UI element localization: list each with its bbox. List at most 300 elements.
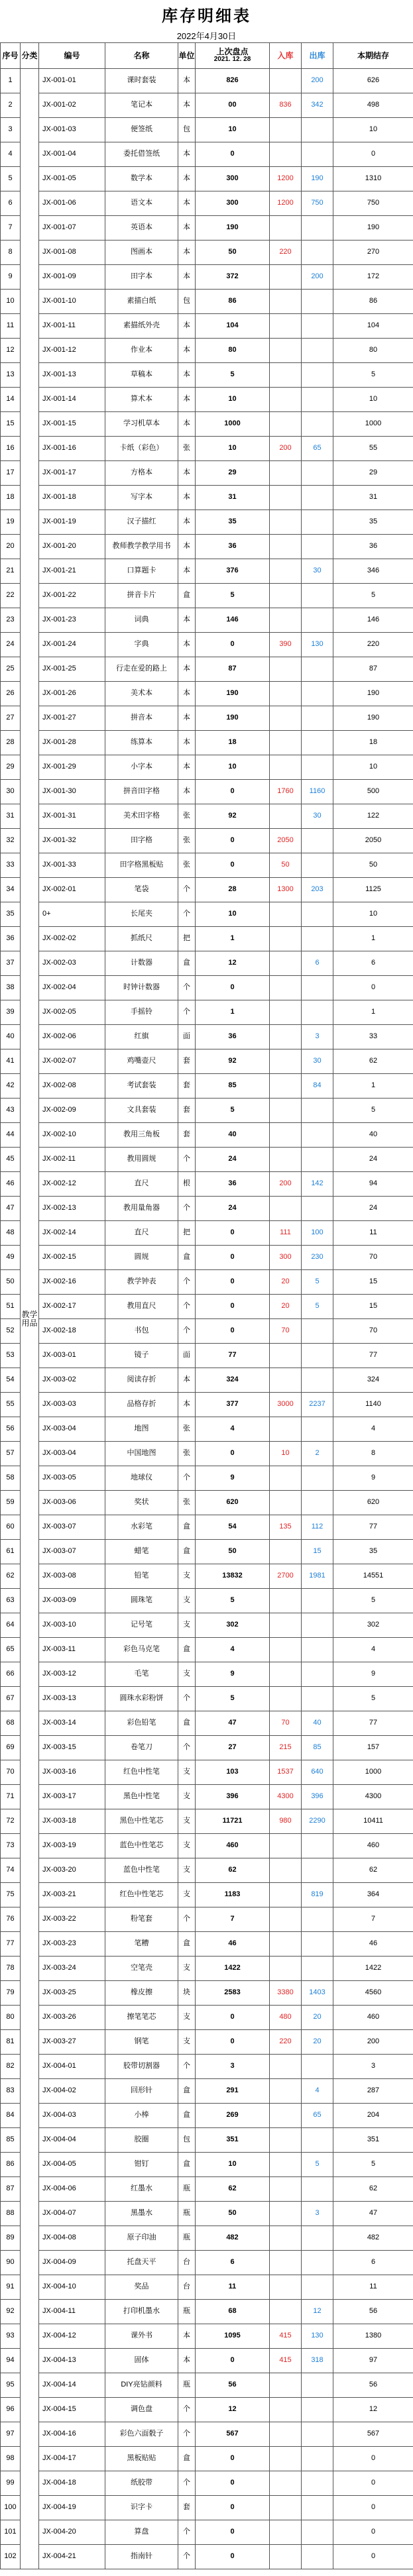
header-last-count-label: 上次盘点 [216,47,249,57]
unit-cell: 盒 [178,1932,196,1957]
out-cell [302,1466,333,1491]
current-cell: 172 [333,265,413,290]
table-row [1,976,413,1000]
name-cell: 黑板贴贴 [105,2447,178,2471]
in-cell [270,902,302,927]
code-cell: JX-002-05 [39,1000,105,1025]
last-count-cell: 18 [196,731,270,755]
code-cell: JX-004-05 [39,2153,105,2177]
name-cell: 书包 [105,1319,178,1344]
code-cell: JX-002-13 [39,1197,105,1221]
in-cell: 3000 [270,1393,302,1417]
current-cell: 12 [333,2398,413,2422]
unit-cell: 本 [178,1368,196,1393]
out-cell [302,2398,333,2422]
last-count-cell: 1 [196,927,270,951]
unit-cell: 盒 [178,2104,196,2128]
last-count-cell: 35 [196,510,270,535]
last-count-cell: 92 [196,804,270,829]
unit-cell: 本 [178,167,196,191]
table-row [1,1515,413,1540]
out-cell [302,142,333,167]
in-cell [270,2153,302,2177]
out-cell: 640 [302,1760,333,1785]
name-cell: 圆珠水彩粉饼 [105,1687,178,1711]
seq-cell: 10 [1,290,21,314]
unit-cell: 支 [178,2006,196,2030]
current-cell: 87 [333,657,413,682]
seq-cell: 54 [1,1368,21,1393]
seq-cell: 36 [1,927,21,951]
code-cell: JX-002-15 [39,1246,105,1270]
table-row [1,584,413,608]
out-cell [302,1368,333,1393]
seq-cell: 29 [1,755,21,780]
name-cell: 素描白纸 [105,290,178,314]
seq-cell: 73 [1,1834,21,1858]
out-cell [302,1148,333,1172]
out-cell [302,682,333,706]
out-cell [302,657,333,682]
table-row [1,1319,413,1344]
current-cell: 5 [333,1589,413,1613]
current-cell: 31 [333,486,413,510]
current-cell: 3 [333,2055,413,2079]
name-cell: 写字本 [105,486,178,510]
table-row [1,1932,413,1957]
seq-cell: 3 [1,118,21,142]
seq-cell: 45 [1,1148,21,1172]
name-cell: 便签纸 [105,118,178,142]
table-row [1,2447,413,2471]
table-row [1,241,413,265]
out-cell: 4 [302,2079,333,2104]
current-cell: 18 [333,731,413,755]
name-cell: 地图 [105,1417,178,1442]
table-row [1,1270,413,1295]
seq-cell: 76 [1,1907,21,1932]
name-cell: 小棒 [105,2104,178,2128]
seq-cell: 84 [1,2104,21,2128]
last-count-cell: 27 [196,1736,270,1760]
out-cell: 3 [302,1025,333,1049]
table-row [1,682,413,706]
table-row [1,2177,413,2202]
table-row [1,2226,413,2251]
out-cell: 2237 [302,1393,333,1417]
code-cell: JX-003-19 [39,1834,105,1858]
unit-cell: 个 [178,1687,196,1711]
code-cell: JX-001-18 [39,486,105,510]
seq-cell: 91 [1,2275,21,2300]
out-cell [302,1957,333,1981]
in-cell [270,2079,302,2104]
seq-cell: 102 [1,2545,21,2569]
in-cell [270,2447,302,2471]
last-count-cell: 92 [196,1049,270,1074]
unit-cell: 本 [178,1393,196,1417]
current-cell: 460 [333,2006,413,2030]
code-cell: JX-004-11 [39,2300,105,2324]
current-cell: 1 [333,1074,413,1099]
seq-cell: 88 [1,2202,21,2226]
table-row [1,1687,413,1711]
current-cell: 1 [333,1000,413,1025]
last-count-cell: 6 [196,2251,270,2275]
current-cell: 1125 [333,878,413,902]
current-cell: 70 [333,1246,413,1270]
last-count-cell: 3 [196,2055,270,2079]
table-row [1,1809,413,1834]
table-row [1,1957,413,1981]
name-cell: 图画本 [105,241,178,265]
in-cell [270,69,302,93]
name-cell: 素描纸外壳 [105,314,178,339]
out-cell: 100 [302,1221,333,1246]
last-count-cell: 86 [196,290,270,314]
out-cell: 200 [302,265,333,290]
unit-cell: 本 [178,339,196,363]
name-cell: 黑墨水 [105,2202,178,2226]
code-cell: JX-001-22 [39,584,105,608]
seq-cell: 49 [1,1246,21,1270]
table-row [1,93,413,118]
current-cell: 5 [333,2153,413,2177]
unit-cell: 张 [178,1491,196,1515]
seq-cell: 33 [1,853,21,878]
out-cell [302,2447,333,2471]
current-cell: 56 [333,2373,413,2398]
unit-cell: 把 [178,1221,196,1246]
name-cell: 固体 [105,2349,178,2373]
out-cell [302,1417,333,1442]
table-row [1,1883,413,1907]
name-cell: 方格本 [105,461,178,486]
code-cell: JX-001-31 [39,804,105,829]
table-row [1,1613,413,1638]
last-count-cell: 190 [196,706,270,731]
last-count-cell: 0 [196,1295,270,1319]
table-row [1,314,413,339]
seq-cell: 64 [1,1613,21,1638]
last-count-cell: 324 [196,1368,270,1393]
code-cell: JX-003-21 [39,1883,105,1907]
name-cell: 词典 [105,608,178,633]
code-cell: JX-001-16 [39,437,105,461]
unit-cell: 本 [178,731,196,755]
current-cell: 351 [333,2128,413,2153]
out-cell [302,1319,333,1344]
code-cell: JX-001-08 [39,241,105,265]
current-cell: 10 [333,902,413,927]
in-cell [270,1049,302,1074]
code-cell: JX-003-12 [39,1662,105,1687]
seq-cell: 83 [1,2079,21,2104]
table-row [1,1834,413,1858]
code-cell: JX-003-09 [39,1589,105,1613]
seq-cell: 9 [1,265,21,290]
last-count-cell: 40 [196,1123,270,1148]
unit-cell: 本 [178,142,196,167]
seq-cell: 60 [1,1515,21,1540]
unit-cell: 个 [178,1000,196,1025]
last-count-cell: 5 [196,1589,270,1613]
in-cell [270,682,302,706]
last-count-cell: 10 [196,437,270,461]
last-count-cell: 0 [196,829,270,853]
last-count-cell: 1095 [196,2324,270,2349]
current-cell: 200 [333,2030,413,2055]
current-cell: 24 [333,1148,413,1172]
out-cell: 30 [302,1049,333,1074]
in-cell [270,755,302,780]
in-cell [270,1368,302,1393]
name-cell: 卡纸（彩色） [105,437,178,461]
in-cell [270,2226,302,2251]
in-cell [270,2300,302,2324]
last-count-cell: 0 [196,2006,270,2030]
seq-cell: 94 [1,2349,21,2373]
last-count-cell: 46 [196,1932,270,1957]
current-cell: 104 [333,314,413,339]
current-cell: 1140 [333,1393,413,1417]
current-cell: 4 [333,1638,413,1662]
code-cell: JX-002-07 [39,1049,105,1074]
name-cell: 红旗 [105,1025,178,1049]
seq-cell: 89 [1,2226,21,2251]
current-cell: 364 [333,1883,413,1907]
unit-cell: 本 [178,191,196,216]
table-row [1,2422,413,2447]
in-cell [270,1907,302,1932]
current-cell: 40 [333,1123,413,1148]
seq-cell: 57 [1,1442,21,1466]
name-cell: 彩色铅笔 [105,1711,178,1736]
seq-cell: 23 [1,608,21,633]
code-cell: JX-001-20 [39,535,105,559]
unit-cell: 盒 [178,1540,196,1564]
unit-cell: 支 [178,1564,196,1589]
current-cell: 324 [333,1368,413,1393]
seq-cell: 42 [1,1074,21,1099]
table-header-row [1,43,413,69]
category-cell: 教学用品 [21,69,39,2569]
last-count-cell: 0 [196,976,270,1000]
code-cell: JX-003-26 [39,2006,105,2030]
out-cell [302,976,333,1000]
in-cell: 20 [270,1295,302,1319]
unit-cell: 个 [178,1270,196,1295]
header-unit: 单位 [178,43,196,69]
last-count-cell: 11 [196,2275,270,2300]
code-cell: JX-004-20 [39,2520,105,2545]
unit-cell: 个 [178,976,196,1000]
out-cell: 12 [302,2300,333,2324]
out-cell [302,486,333,510]
last-count-cell: 396 [196,1785,270,1809]
table-row [1,1295,413,1319]
table-row [1,1172,413,1197]
code-cell: JX-004-21 [39,2545,105,2569]
table-row [1,1344,413,1368]
name-cell: 打印机墨水 [105,2300,178,2324]
last-count-cell: 0 [196,2471,270,2496]
current-cell: 287 [333,2079,413,2104]
in-cell: 200 [270,437,302,461]
name-cell: 教用三角板 [105,1123,178,1148]
last-count-cell: 10 [196,2153,270,2177]
seq-cell: 30 [1,780,21,804]
seq-cell: 61 [1,1540,21,1564]
out-cell [302,1000,333,1025]
name-cell: 教用直尺 [105,1295,178,1319]
last-count-cell: 54 [196,1515,270,1540]
table-row [1,1197,413,1221]
unit-cell: 个 [178,878,196,902]
seq-cell: 37 [1,951,21,976]
table-row [1,1491,413,1515]
seq-cell: 72 [1,1809,21,1834]
header-last-count [196,43,270,69]
current-cell: 55 [333,437,413,461]
seq-cell: 19 [1,510,21,535]
out-cell [302,363,333,388]
unit-cell: 本 [178,755,196,780]
last-count-cell: 28 [196,878,270,902]
seq-cell: 6 [1,191,21,216]
last-count-cell: 0 [196,1221,270,1246]
unit-cell: 本 [178,2349,196,2373]
header-category: 分类 [21,43,39,69]
code-cell: JX-003-18 [39,1809,105,1834]
in-cell [270,1589,302,1613]
code-cell: JX-001-09 [39,265,105,290]
out-cell [302,2275,333,2300]
unit-cell: 本 [178,388,196,412]
seq-cell: 82 [1,2055,21,2079]
code-cell: JX-002-06 [39,1025,105,1049]
code-cell: JX-004-02 [39,2079,105,2104]
out-cell: 112 [302,1515,333,1540]
unit-cell: 台 [178,2275,196,2300]
table-row [1,216,413,241]
unit-cell: 张 [178,1442,196,1466]
code-cell: JX-002-04 [39,976,105,1000]
code-cell: JX-003-27 [39,2030,105,2055]
current-cell: 33 [333,1025,413,1049]
out-cell: 2290 [302,1809,333,1834]
table-row [1,2275,413,2300]
table-row [1,1466,413,1491]
current-cell: 750 [333,191,413,216]
in-cell [270,1932,302,1957]
current-cell: 146 [333,608,413,633]
code-cell: JX-003-24 [39,1957,105,1981]
last-count-cell: 567 [196,2422,270,2447]
seq-cell: 95 [1,2373,21,2398]
unit-cell: 根 [178,1172,196,1197]
unit-cell: 支 [178,1957,196,1981]
current-cell: 77 [333,1344,413,1368]
in-cell [270,1025,302,1049]
unit-cell: 本 [178,682,196,706]
table-row [1,706,413,731]
code-cell: JX-003-25 [39,1981,105,2006]
name-cell: 彩色马克笔 [105,1638,178,1662]
name-cell: 字典 [105,633,178,657]
name-cell: 拼音田字格 [105,780,178,804]
last-count-cell: 0 [196,142,270,167]
table-row [1,1785,413,1809]
last-count-cell: 0 [196,2030,270,2055]
out-cell [302,608,333,633]
name-cell: DIY亮钻颜料 [105,2373,178,2398]
unit-cell: 瓶 [178,2202,196,2226]
out-cell: 65 [302,437,333,461]
name-cell: 课时套装 [105,69,178,93]
out-cell: 230 [302,1246,333,1270]
last-count-cell: 77 [196,1344,270,1368]
in-cell [270,1466,302,1491]
in-cell: 480 [270,2006,302,2030]
unit-cell: 盒 [178,1246,196,1270]
name-cell: 彩色六面骰子 [105,2422,178,2447]
table-row [1,2104,413,2128]
table-row [1,1221,413,1246]
out-cell [302,1491,333,1515]
name-cell: 红墨水 [105,2177,178,2202]
unit-cell: 本 [178,559,196,584]
name-cell: 原子印油 [105,2226,178,2251]
header-name: 名称 [105,43,178,69]
name-cell: 回形针 [105,2079,178,2104]
header-out: 出库 [302,43,333,69]
name-cell: 练算本 [105,731,178,755]
in-cell [270,1344,302,1368]
in-cell [270,608,302,633]
table-row [1,2030,413,2055]
last-count-cell: 1 [196,1000,270,1025]
unit-cell: 套 [178,1049,196,1074]
current-cell: 97 [333,2349,413,2373]
code-cell: JX-003-04 [39,1442,105,1466]
out-cell [302,1638,333,1662]
in-cell: 50 [270,853,302,878]
table-row [1,2545,413,2569]
seq-cell: 99 [1,2471,21,2496]
last-count-cell: 302 [196,1613,270,1638]
table-row [1,657,413,682]
out-cell [302,2251,333,2275]
seq-cell: 62 [1,1564,21,1589]
in-cell [270,290,302,314]
code-cell: JX-001-26 [39,682,105,706]
in-cell [270,1687,302,1711]
name-cell: 胶带切割器 [105,2055,178,2079]
name-cell: 粉笔套 [105,1907,178,1932]
last-count-cell: 9 [196,1466,270,1491]
table-row [1,1049,413,1074]
code-cell: JX-001-23 [39,608,105,633]
seq-cell: 48 [1,1221,21,1246]
out-cell [302,902,333,927]
code-cell: JX-001-03 [39,118,105,142]
unit-cell: 台 [178,2251,196,2275]
current-cell: 270 [333,241,413,265]
out-cell [302,2055,333,2079]
name-cell: 奖状 [105,1491,178,1515]
unit-cell: 个 [178,1295,196,1319]
